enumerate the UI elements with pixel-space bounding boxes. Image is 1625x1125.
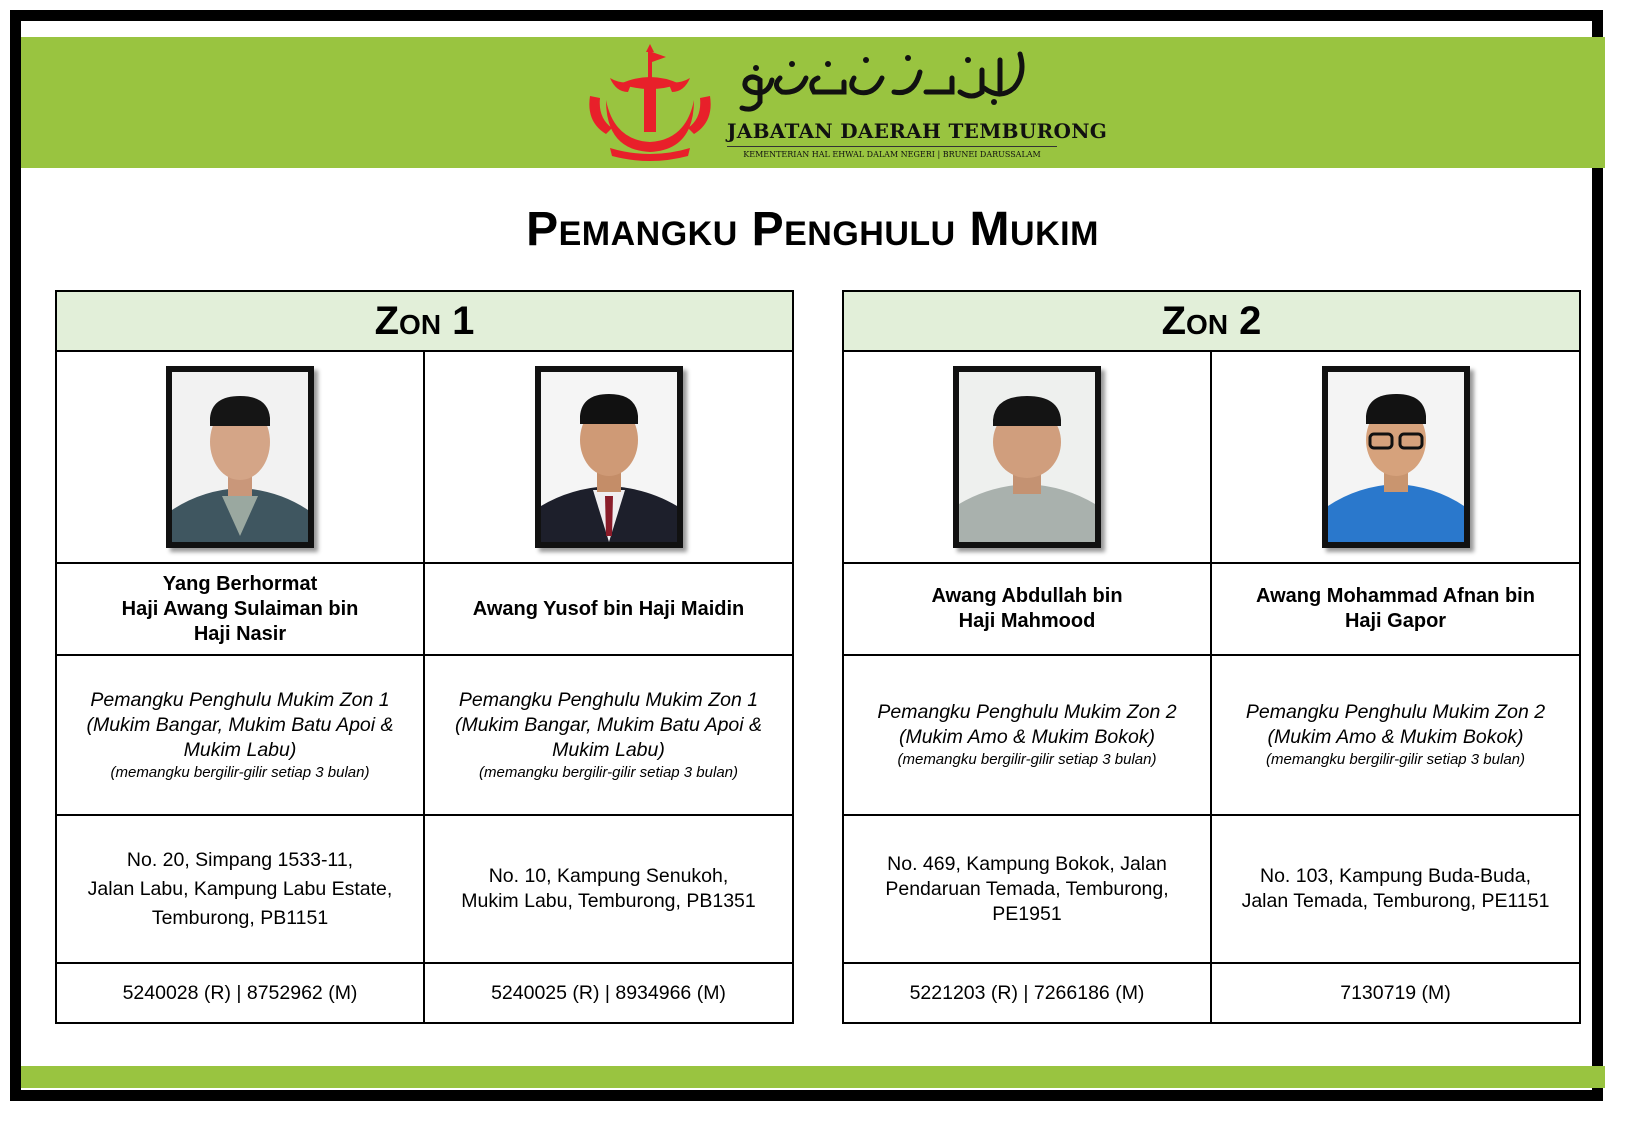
role-cell: Pemangku Penghulu Mukim Zon 2 (Mukim Amo & Mukim Bokok) (memangku bergilir-gilir setiap 3 bulan) <box>843 655 1211 815</box>
address-cell: No. 20, Simpang 1533-11, Jalan Labu, Kampung Labu Estate, Temburong, PB1151 <box>56 815 424 963</box>
portrait-cell <box>843 351 1211 563</box>
role-cell: Pemangku Penghulu Mukim Zon 2 (Mukim Amo & Mukim Bokok) (memangku bergilir-gilir setiap 3 bulan) <box>1211 655 1580 815</box>
page-title: Pemangku Penghulu Mukim <box>526 203 1099 256</box>
name-cell: Yang Berhormat Haji Awang Sulaiman bin Haji Nasir <box>56 563 424 655</box>
portrait-cell <box>1211 351 1580 563</box>
role-cell: Pemangku Penghulu Mukim Zon 1 (Mukim Bangar, Mukim Batu Apoi & Mukim Labu) (memangku bergilir-gilir setiap 3 bulan) <box>56 655 424 815</box>
portrait-cell <box>56 351 424 563</box>
phone-cell: 5240025 (R) | 8934966 (M) <box>424 963 793 1023</box>
department-logo <box>580 40 1108 166</box>
jawi-script-title <box>732 48 1032 118</box>
portrait-photo <box>166 366 314 548</box>
portrait-photo <box>953 366 1101 548</box>
ministry-name: KEMENTERIAN HAL EHWAL DALAM NEGERI | BRUNEI DARUSSALAM <box>727 146 1057 159</box>
portrait-photo <box>1322 366 1470 548</box>
zone-header: Zon 2 <box>843 291 1580 351</box>
zone-2-table <box>842 290 1581 1024</box>
name-cell: Awang Yusof bin Haji Maidin <box>424 563 793 655</box>
name-cell: Awang Mohammad Afnan bin Haji Gapor <box>1211 563 1580 655</box>
address-cell: No. 10, Kampung Senukoh, Mukim Labu, Temburong, PB1351 <box>424 815 793 963</box>
phone-cell: 7130719 (M) <box>1211 963 1580 1023</box>
role-cell: Pemangku Penghulu Mukim Zon 1 (Mukim Bangar, Mukim Batu Apoi & Mukim Labu) (memangku bergilir-gilir setiap 3 bulan) <box>424 655 793 815</box>
zone-1-table <box>55 290 794 1024</box>
department-name: JABATAN DAERAH TEMBURONG <box>727 119 1108 143</box>
phone-cell: 5240028 (R) | 8752962 (M) <box>56 963 424 1023</box>
zone-header: Zon 1 <box>56 291 793 351</box>
address-cell: No. 103, Kampung Buda-Buda, Jalan Temada, Temburong, PE1151 <box>1211 815 1580 963</box>
name-cell: Awang Abdullah bin Haji Mahmood <box>843 563 1211 655</box>
address-cell: No. 469, Kampung Bokok, Jalan Pendaruan Temada, Temburong, PE1951 <box>843 815 1211 963</box>
footer-band <box>21 1066 1605 1088</box>
portrait-photo <box>535 366 683 548</box>
phone-cell: 5221203 (R) | 7266186 (M) <box>843 963 1211 1023</box>
portrait-cell <box>424 351 793 563</box>
brunei-crest-icon <box>580 40 720 166</box>
